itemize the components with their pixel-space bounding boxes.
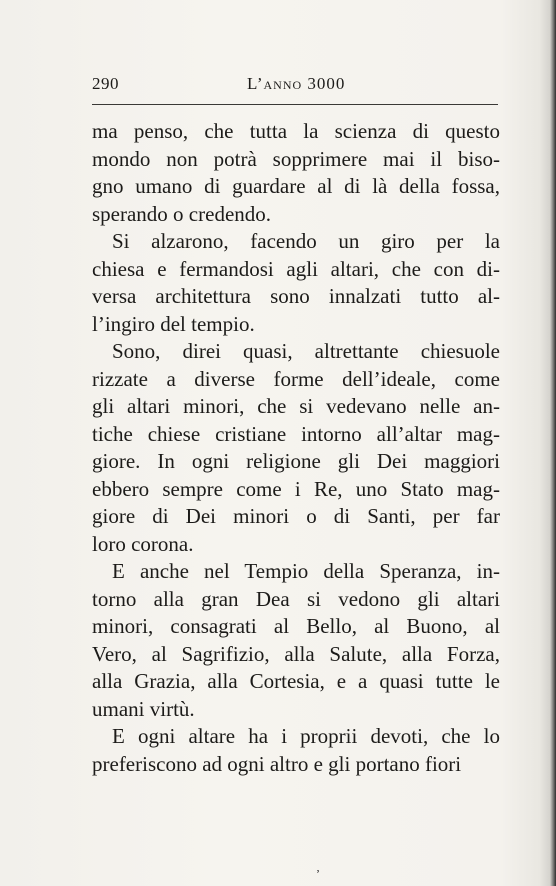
text-line: ma penso, che tutta la scienza di questo — [92, 119, 500, 143]
text-line: l’ingiro del tempio. — [92, 311, 255, 336]
text-line: torno alla gran Dea si vedono gli altari — [92, 586, 500, 611]
header-rule — [92, 104, 498, 105]
body-text — [92, 118, 500, 778]
text-line: giore di Dei minori o di Santi, per far — [92, 504, 500, 528]
text-line: minori, consagrati al Bello, al Buono, al — [92, 614, 500, 638]
text-line: tiche chiese cristiane intorno all’altar mag- — [92, 421, 500, 446]
text-line: gno umano di guardare al di là della fossa, — [92, 174, 500, 198]
text-line: sperando o credendo. — [92, 201, 272, 226]
page-header — [92, 74, 500, 98]
text-line: Vero, al Sagrifizio, alla Salute, alla Forza, — [92, 641, 500, 666]
text-line: rizzate a diverse forme dell’ideale, come — [92, 366, 500, 391]
text-line: versa architettura sono innalzati tutto al- — [92, 284, 500, 308]
text-line: umani virtù. — [92, 696, 195, 721]
running-title: L’anno 3000 — [247, 74, 346, 93]
text-line: preferiscono ad ogni altro e gli portano fiori — [92, 751, 462, 776]
text-line: loro corona. — [92, 531, 194, 556]
text-line: E anche nel Tempio della Speranza, in- — [112, 559, 500, 583]
footer-mark: ‚ — [316, 860, 320, 874]
text-line: alla Grazia, alla Cortesia, e a quasi tutte le — [92, 669, 500, 693]
text-line: Si alzarono, facendo un giro per la — [112, 229, 500, 253]
text-line: Sono, direi quasi, altrettante chiesuole — [112, 339, 500, 363]
text-line: mondo non potrà sopprimere mai il biso- — [92, 146, 500, 171]
text-line: gli altari minori, che si vedevano nelle an- — [92, 394, 500, 418]
text-line: chiesa e fermandosi agli altari, che con di- — [92, 256, 500, 281]
spine-shadow — [550, 0, 556, 886]
text-line: giore. In ogni religione gli Dei maggiori — [92, 449, 500, 473]
text-line: E ogni altare ha i proprii devoti, che lo — [112, 724, 500, 748]
page-number: 290 — [92, 74, 119, 93]
text-line: ebbero sempre come i Re, uno Stato mag- — [92, 476, 500, 501]
